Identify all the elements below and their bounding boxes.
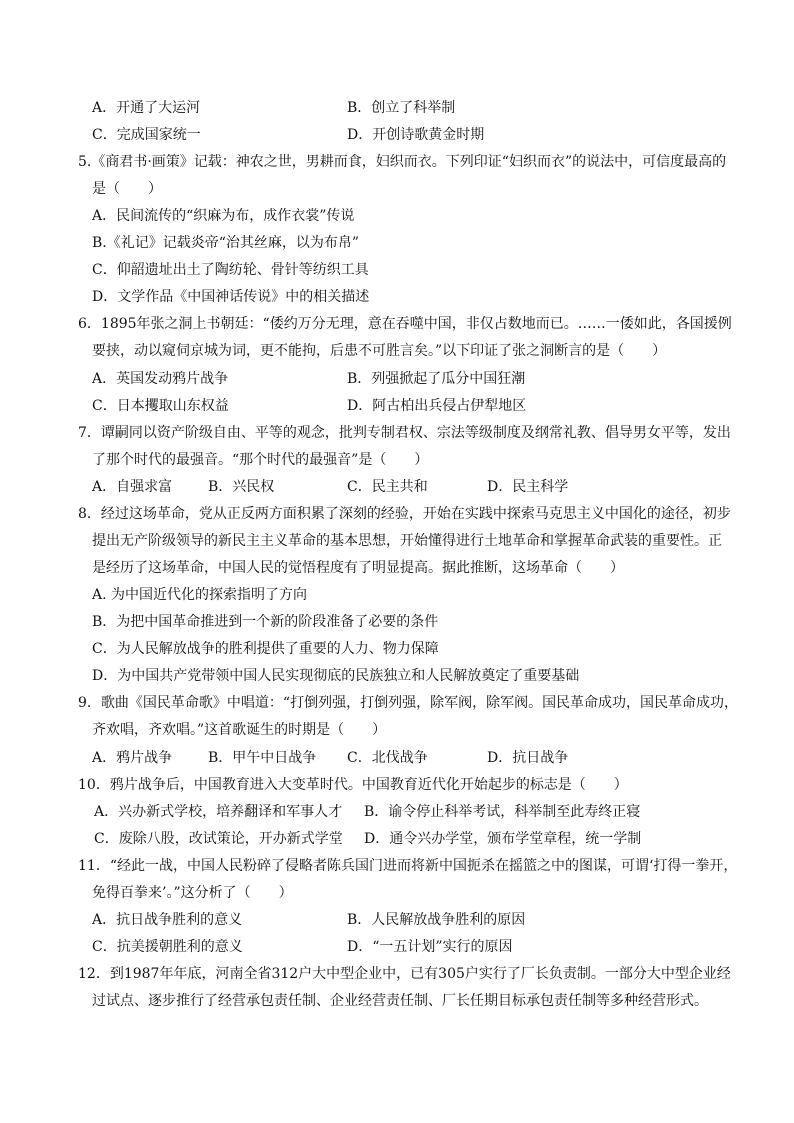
- q7-stem-line-1: 7．谭嗣同以资产阶级自由、平等的观念，批判专制君权、宗法等级制度及纲常礼教、倡导男女平等，发出: [78, 425, 731, 441]
- q11-option-b: B．人民解放战争胜利的原因: [347, 912, 526, 928]
- q5-stem-line-2: 是（ ）: [92, 181, 162, 197]
- q7-stem-line-2: 了那个时代的最强音。“那个时代的最强音”是（ ）: [92, 452, 429, 468]
- q6-option-d: D．阿古柏出兵侵占伊犁地区: [347, 398, 527, 414]
- q5-option-a: A．民间流传的“织麻为布，成作衣裳”传说: [92, 208, 355, 224]
- q10-option-d: D．通令兴办学堂，颁布学堂章程，统一学制: [364, 831, 642, 847]
- q4-option-d: D．开创诗歌黄金时期: [347, 127, 485, 143]
- q10-option-a: A．兴办新式学校，培养翻译和军事人才: [94, 804, 343, 820]
- q4-option-c: C．完成国家统一: [92, 127, 201, 143]
- q8-stem-line-3: 是经历了这场革命，中国人民的觉悟程度有了明显提高。据此推断，这场革命（ ）: [92, 560, 624, 576]
- q5-option-d: D．文学作品《中国神话传说》中的相关描述: [92, 289, 370, 305]
- q8-option-b: B．为把中国革命推进到一个新的阶段准备了必要的条件: [92, 614, 439, 630]
- q9-stem-line-2: 齐欢唱，齐欢唱。”这首歌诞生的时期是（ ）: [92, 722, 387, 738]
- q8-option-d: D．为中国共产党带领中国人民实现彻底的民族独立和人民解放奠定了重要基础: [92, 668, 580, 684]
- q9-option-b: B．甲午中日战争: [208, 750, 317, 766]
- q9-option-d: D．抗日战争: [487, 750, 569, 766]
- q6-stem-line-1: 6．1895年张之洞上书朝廷：“倭约万分无理，意在吞噬中国，非仅占数地而已。……一倭如此，各国援例: [78, 316, 732, 332]
- q10-option-b: B．谕令停止科举考试，科举制至此寿终正寝: [364, 804, 641, 820]
- q6-stem-line-2: 要挟，动以窥伺京城为词，更不能拘，后患不可胜言矣。”以下印证了张之洞断言的是（ ）: [92, 343, 667, 359]
- q8-stem-line-2: 提出无产阶级领导的新民主主义革命的基本思想，开始懂得进行土地革命和掌握革命武装的重要性。正: [92, 533, 722, 549]
- q11-option-d: D．“一五计划”实行的原因: [347, 939, 513, 955]
- q9-option-c: C．北伐战争: [347, 750, 428, 766]
- q11-stem-line-2: 免得百拳来’。”这分析了（ ）: [92, 885, 293, 901]
- q7-option-a: A．自强求富: [92, 479, 173, 495]
- q7-option-d: D．民主科学: [487, 479, 569, 495]
- q6-option-a: A．英国发动鸦片战争: [92, 371, 229, 387]
- q10-stem-line-1: 10．鸦片战争后，中国教育进入大变革时代。中国教育近代化开始起步的标志是（ ）: [78, 777, 628, 793]
- q12-stem-line-2: 过试点、逐步推行了经营承包责任制、企业经营责任制、厂长任期目标承包责任制等多种经营形式。: [92, 993, 708, 1009]
- q7-option-c: C．民主共和: [347, 479, 428, 495]
- q4-option-a: A．开通了大运河: [92, 100, 201, 116]
- q9-option-a: A．鸦片战争: [92, 750, 173, 766]
- q6-option-b: B．列强掀起了瓜分中国狂潮: [347, 371, 526, 387]
- q5-option-b: B.《礼记》记载炎帝“治其丝麻，以为布帛”: [92, 235, 360, 251]
- q8-option-c: C．为人民解放战争的胜利提供了重要的人力、物力保障: [92, 641, 439, 657]
- q9-stem-line-1: 9．歌曲《国民革命歌》中唱道：“打倒列强，打倒列强，除军阀，除军阀。国民革命成功，国民革命成功，: [78, 695, 739, 711]
- q7-option-b: B．兴民权: [208, 479, 275, 495]
- q5-stem-line-1: 5.《商君书·画策》记载：神农之世，男耕而食，妇织而衣。下列印证“妇织而衣”的说法中，可信度最高的: [78, 154, 727, 170]
- q10-option-c: C．废除八股，改试策论，开办新式学堂: [94, 831, 343, 847]
- q11-option-a: A．抗日战争胜利的意义: [92, 912, 243, 928]
- q8-stem-line-1: 8．经过这场革命，党从正反两方面积累了深刻的经验，开始在实践中探索马克思主义中国化的途径，初步: [78, 506, 731, 522]
- q12-stem-line-1: 12．到1987年年底，河南全省312户大中型企业中，已有305户实行了厂长负责制。一部分大中型企业经: [78, 966, 731, 982]
- q6-option-c: C．日本攫取山东权益: [92, 398, 229, 414]
- q5-option-c: C．仰韶遗址出土了陶纺轮、骨针等纺织工具: [92, 262, 369, 278]
- q8-option-a: A. 为中国近代化的探索指明了方向: [92, 587, 308, 603]
- q11-option-c: C．抗美援朝胜利的意义: [92, 939, 243, 955]
- q4-option-b: B．创立了科举制: [347, 100, 456, 116]
- q11-stem-line-1: 11．“经此一战，中国人民粉碎了侵略者陈兵国门进而将新中国扼杀在摇篮之中的图谋，可谓‘打得一拳开，: [78, 858, 738, 874]
